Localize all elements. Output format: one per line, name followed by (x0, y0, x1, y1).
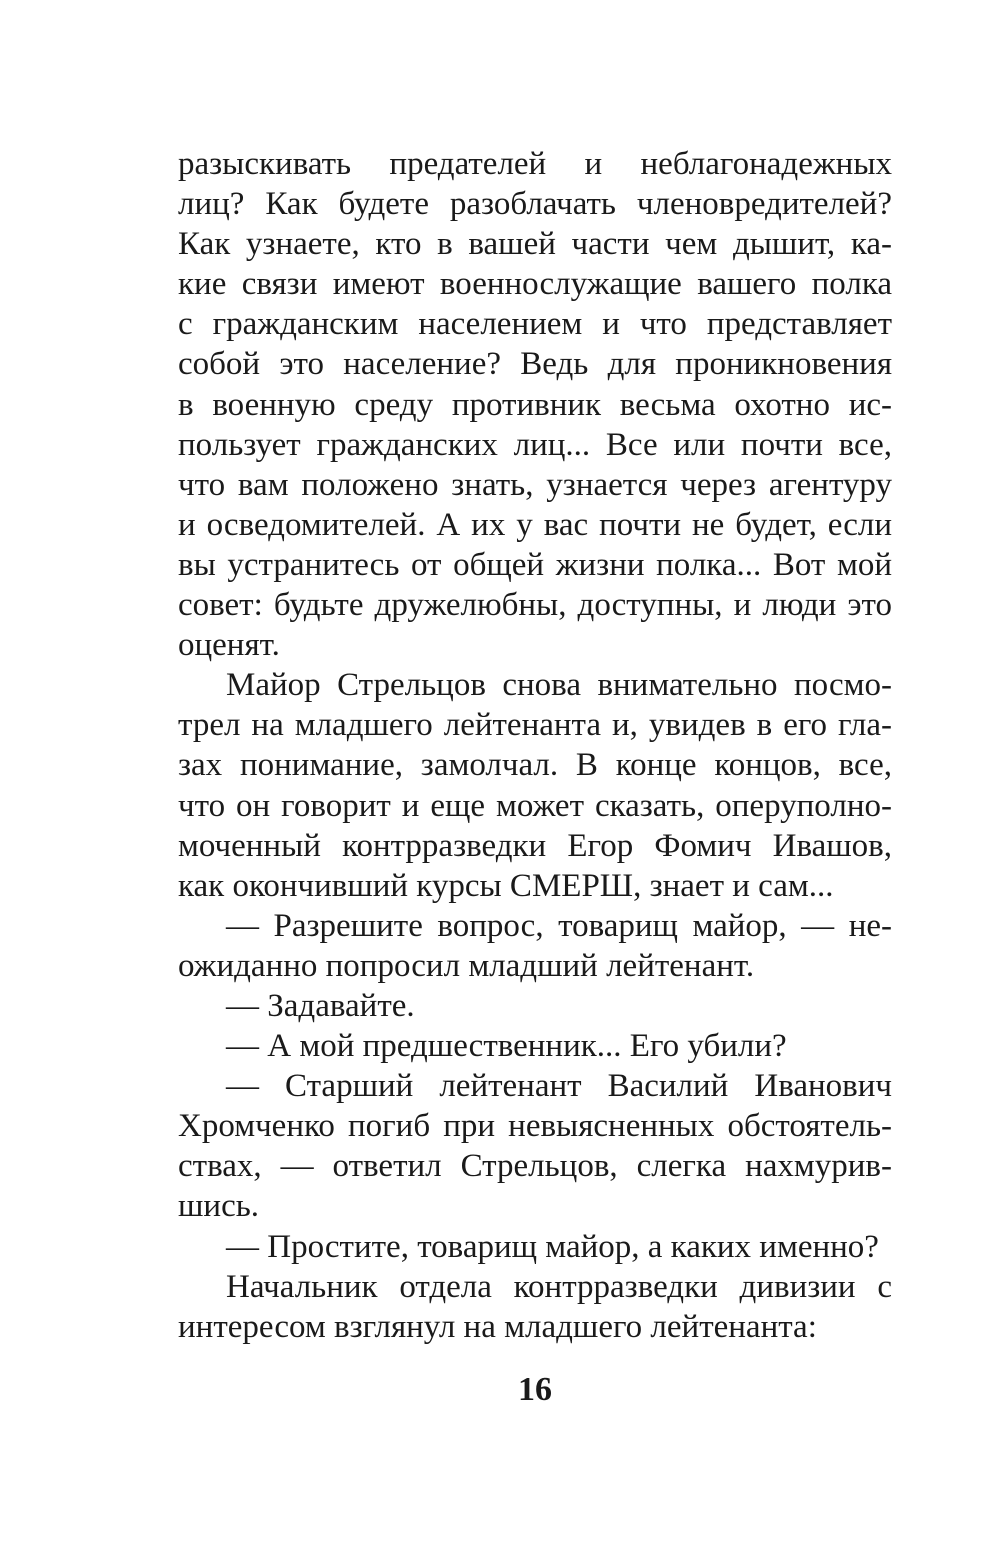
text-line: разыскивать предателей и неблагонадежных (178, 146, 892, 182)
text-line: кие связи имеют военнослужащие вашего полка (178, 266, 892, 303)
text-line: пользует гражданских лиц... Все или почти все, (178, 426, 892, 463)
text-line: в военную среду противник весьма охотно ис- (178, 386, 892, 423)
text-line: с гражданским населением и что представляет (178, 306, 892, 343)
text-line: ствах, — ответил Стрельцов, слегка нахмурив- (178, 1148, 892, 1185)
text-line: моченный контрразведки Егор Фомич Ивашов, (178, 827, 892, 864)
page-number: 16 (518, 1371, 552, 1408)
text-line: вы устранитесь от общей жизни полка... Вот мой (178, 546, 892, 583)
text-line: — Старший лейтенант Василий Иванович (226, 1068, 892, 1105)
text-line: Как узнаете, кто в вашей части чем дышит, ка- (178, 226, 892, 263)
text-line: интересом взглянул на младшего лейтенанта: (178, 1308, 817, 1345)
body-text (178, 144, 892, 1347)
text-line: ожиданно попросил младший лейтенант. (178, 947, 755, 984)
text-line: шись. (178, 1188, 260, 1225)
text-line: — А мой предшественник... Его убили? (226, 1028, 787, 1065)
text-line: Майор Стрельцов снова внимательно посмо- (226, 667, 892, 704)
text-line: — Простите, товарищ майор, а каких именно? (226, 1228, 879, 1265)
text-line: — Разрешите вопрос, товарищ майор, — не- (226, 907, 892, 944)
text-line: что он говорит и еще может сказать, оперуполно- (178, 787, 892, 824)
text-line: трел на младшего лейтенанта и, увидев в его гла- (178, 707, 892, 744)
text-line: и осведомителей. А их у вас почти не будет, если (178, 506, 892, 543)
text-line: лиц? Как будете разоблачать членовредителей? (178, 186, 892, 223)
text-line: Хромченко погиб при невыясненных обстоятель- (178, 1108, 892, 1145)
text-line: что вам положено знать, узнается через агентуру (178, 466, 892, 503)
text-line: зах понимание, замолчал. В конце концов, все, (178, 747, 892, 784)
text-line: как окончивший курсы СМЕРШ, знает и сам... (178, 867, 834, 904)
text-line: Начальник отдела контрразведки дивизии с (226, 1268, 892, 1305)
text-line: совет: будьте дружелюбны, доступны, и люди это (178, 587, 892, 624)
text-line: — Задавайте. (226, 987, 415, 1024)
text-line: оценят. (178, 627, 280, 664)
text-line: собой это население? Ведь для проникновения (178, 346, 892, 383)
